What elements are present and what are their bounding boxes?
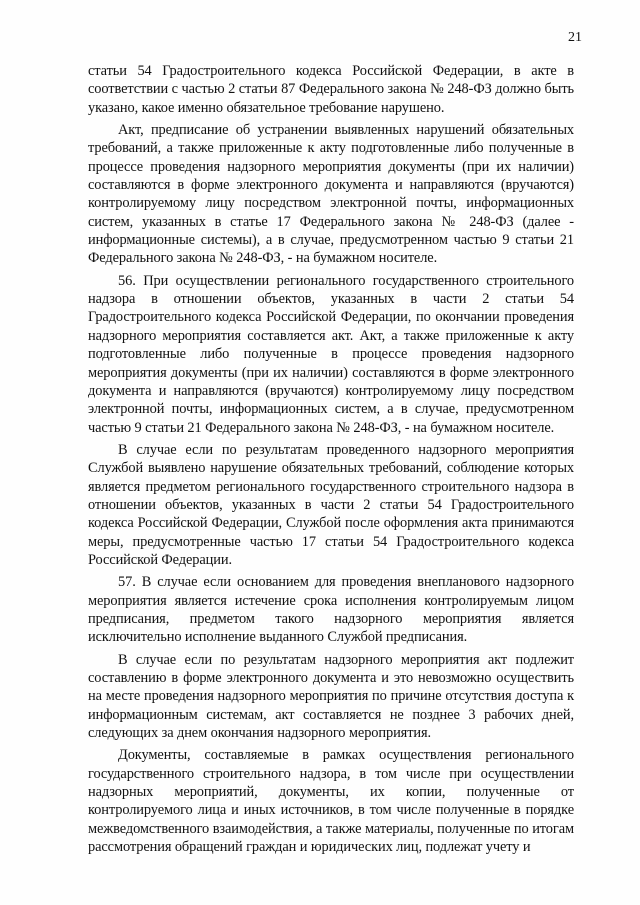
paragraph-continuation: статьи 54 Градостроительного кодекса Российской Федерации, в акте в соответствии с частью 2 статьи 87 Федерального закона № 248-ФЗ должно быть указано, какое именно обязательное требование нарушено.	[88, 63, 574, 116]
paragraph-56: 56. При осуществлении регионального государственного строительного надзора в отношении объектов, указанных в части 2 статьи 54 Градостроительного кодекса Российской Федерации, по окончании проведения надзорного мероприятия составляется акт. Акт, а также приложенные к акту подготовленные либо полученные в процессе проведения надзорного мероприятия документы (при их наличии) составляются в форме электронного документа и направляются (вручаются) контролируемому лицу посредством электронной почты, информационных систем, а в случае, предусмотренном частью 9 статьи 21 Федерального закона № 248-ФЗ, - на бумажном носителе.	[88, 272, 574, 436]
page-number: 21	[568, 30, 582, 45]
paragraph-57: 57. В случае если основанием для проведения внепланового надзорного мероприятия является истечение срока исполнения контролируемым лицом предписания, предметом такого надзорного мероприятия является исключительно исполнение выданного Службой предписания.	[88, 574, 574, 646]
paragraph-documents-accounting: Документы, составляемые в рамках осуществления регионального государственного строительного надзора, в том числе при осуществлении надзорных мероприятий, документы, их копии, полученные от контролируемого лица и иных источников, в том числе полученные в порядке межведомственного взаимодействия, а также материалы, полученные по итогам рассмотрения обращений граждан и юридических лиц, подлежат учету и	[88, 747, 574, 856]
paragraph-act-prescription: Акт, предписание об устранении выявленных нарушений обязательных требований, а также приложенные к акту подготовленные либо полученные в процессе проведения надзорного мероприятия документы (при их наличии) составляются в форме электронного документа и направляются (вручаются) контролируемому лицу посредством электронной почты, информационных систем, указанных в статье 17 Федерального закона № 248-ФЗ (далее - информационные системы), а в случае, предусмотренном частью 9 статьи 21 Федерального закона № 248-ФЗ, - на бумажном носителе.	[88, 122, 574, 267]
document-body	[88, 62, 574, 860]
paragraph-57-electronic-act: В случае если по результатам надзорного мероприятия акт подлежит составлению в форме электронного документа и это невозможно осуществить на месте проведения надзорного мероприятия по причине отсутствия доступа к информационным системам, акт составляется не позднее 3 рабочих дней, следующих за днем окончания надзорного мероприятия.	[88, 651, 574, 742]
paragraph-56-violation: В случае если по результатам проведенного надзорного мероприятия Службой выявлено нарушение обязательных требований, соблюдение которых является предметом регионального государственного строительного надзора в отношении объектов, указанных в части 2 статьи 54 Градостроительного кодекса Российской Федерации, Службой после оформления акта принимаются меры, предусмотренные частью 17 статьи 54 Градостроительного кодекса Российской Федерации.	[88, 441, 574, 568]
